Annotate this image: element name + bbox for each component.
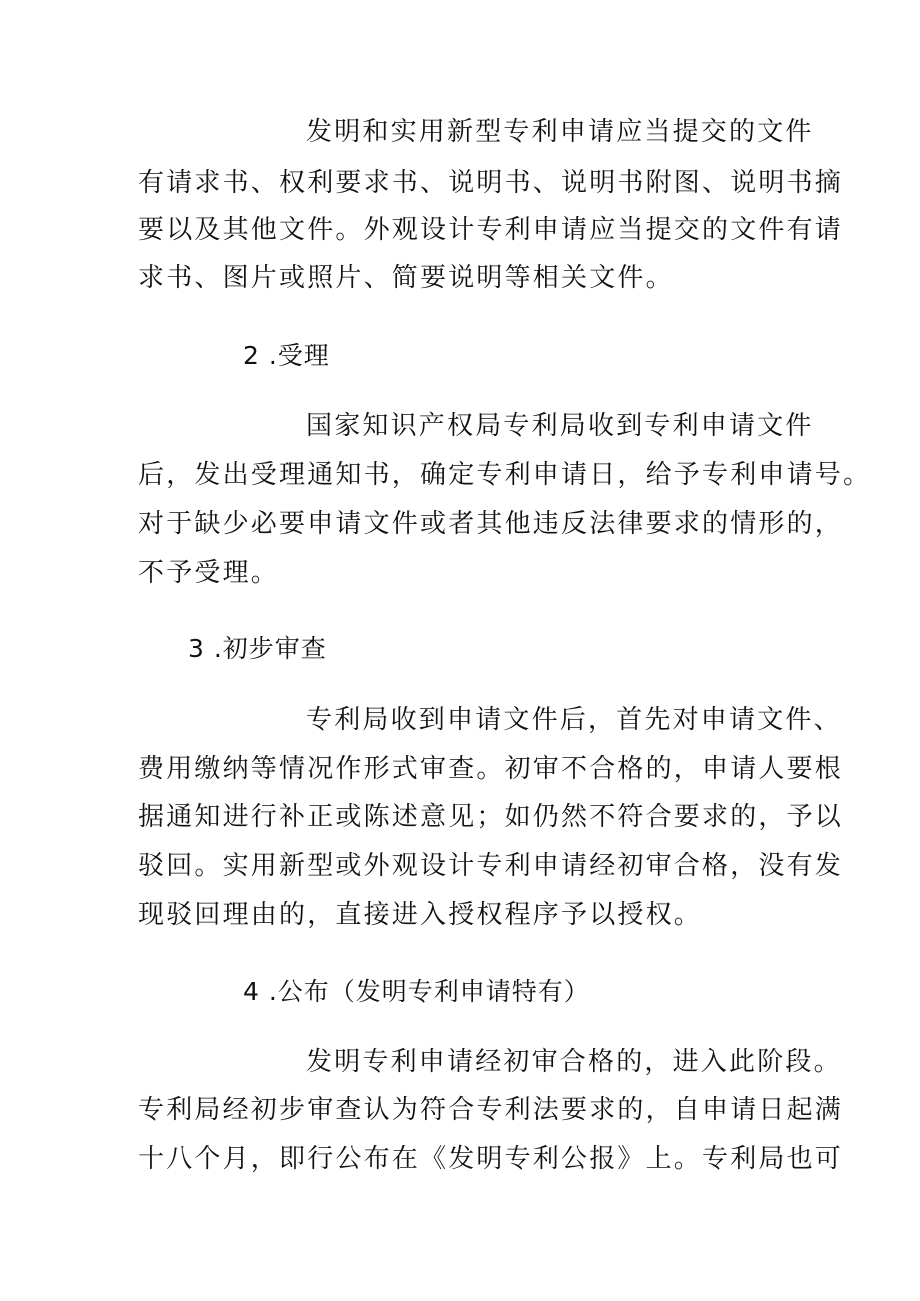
paragraph-3-line-1: 专利局收到申请文件后，首先对申请文件、 bbox=[306, 705, 842, 735]
paragraph-1-line-4: 求书、图片或照片、简要说明等相关文件。 bbox=[138, 263, 674, 293]
paragraph-4-line-3: 十八个月，即行公布在《发明专利公报》上。专利局也可 bbox=[138, 1144, 844, 1174]
paragraph-2-line-4: 不予受理。 bbox=[138, 558, 280, 588]
paragraph-2-line-3: 对于缺少必要申请文件或者其他违反法律要求的情形的， bbox=[138, 509, 844, 539]
paragraph-1-line-1: 发明和实用新型专利申请应当提交的文件 bbox=[306, 117, 814, 147]
paragraph-4-line-1: 发明专利申请经初审合格的，进入此阶段。 bbox=[306, 1047, 842, 1077]
section-heading-3: 3 .初步审查 bbox=[188, 634, 327, 663]
paragraph-3-line-3: 据通知进行补正或陈述意见；如仍然不符合要求的，予以 bbox=[138, 802, 844, 832]
section-heading-4: 4 .公布（发明专利申请特有） bbox=[243, 977, 590, 1006]
paragraph-2-line-1: 国家知识产权局专利局收到专利申请文件 bbox=[306, 411, 814, 441]
paragraph-3-line-5: 现驳回理由的，直接进入授权程序予以授权。 bbox=[138, 900, 703, 930]
paragraph-4-line-2: 专利局经初步审查认为符合专利法要求的，自申请日起满 bbox=[138, 1095, 844, 1125]
paragraph-2-line-2: 后，发出受理通知书，确定专利申请日，给予专利申请号。 bbox=[138, 460, 872, 490]
section-heading-2: 2 .受理 bbox=[243, 341, 330, 370]
paragraph-3-line-2: 费用缴纳等情况作形式审查。初审不合格的，申请人要根 bbox=[138, 754, 844, 784]
paragraph-1-line-3: 要以及其他文件。外观设计专利申请应当提交的文件有请 bbox=[138, 215, 844, 245]
paragraph-1-line-2: 有请求书、权利要求书、说明书、说明书附图、说明书摘 bbox=[138, 168, 844, 198]
paragraph-3-line-4: 驳回。实用新型或外观设计专利申请经初审合格，没有发 bbox=[138, 851, 844, 881]
